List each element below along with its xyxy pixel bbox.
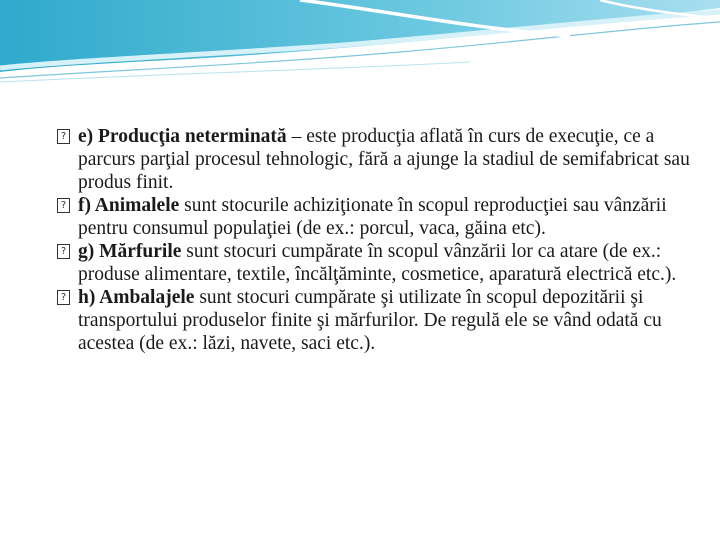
bullet-text: sunt stocuri cumpărate în scopul vânzării lor ca atare (de ex.: produse alimentare, textile, încălţăminte, cosmetice, aparatură electrică etc.). <box>78 241 677 285</box>
bullet-term: g) Mărfurile <box>78 241 182 262</box>
missing-glyph-icon: ? <box>57 198 70 213</box>
bullet-item <box>57 286 697 355</box>
bullet-term: e) Producţia neterminată <box>78 126 287 147</box>
bullet-term: f) Animalele <box>78 195 180 216</box>
bullet-term: h) Ambalajele <box>78 287 195 308</box>
bullet-item <box>57 194 697 240</box>
bullet-text: sunt stocurile achiziţionate în scopul reproducţiei sau vânzării pentru consumul populaţiei (de ex.: porcul, vaca, găina etc). <box>78 195 667 239</box>
missing-glyph-icon: ? <box>57 290 70 305</box>
missing-glyph-icon: ? <box>57 129 70 144</box>
missing-glyph-icon: ? <box>57 244 70 259</box>
header-wave-decoration <box>0 0 720 90</box>
bullet-item <box>57 125 697 194</box>
slide-body <box>57 125 697 355</box>
bullet-text: sunt stocuri cumpărate şi utilizate în scopul depozitării şi transportului produselor finite şi mărfurilor. De regulă ele se vând odată cu acestea (de ex.: lăzi, navete, saci etc.). <box>78 287 662 354</box>
bullet-item <box>57 240 697 286</box>
bullet-text: – este producţia aflată în curs de execuţie, ce a parcurs parţial procesul tehnologic, fără a ajunge la stadiul de semifabricat sau produs finit. <box>78 126 690 193</box>
